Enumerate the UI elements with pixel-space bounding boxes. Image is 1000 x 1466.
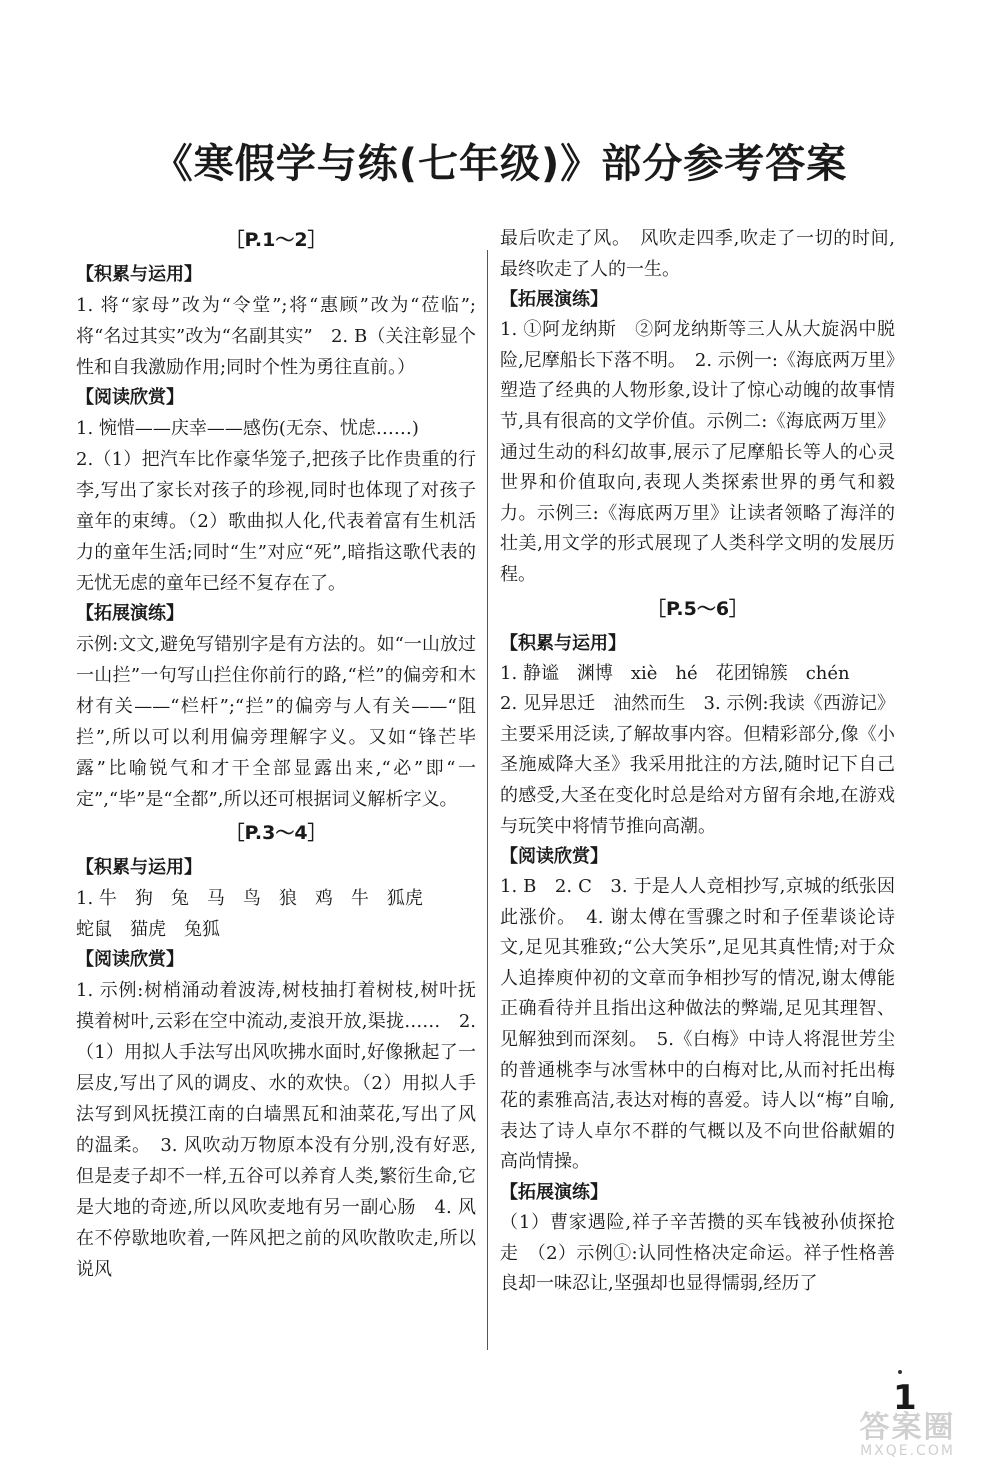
left-column bbox=[76, 222, 476, 1285]
subheading-reading: 【阅读欣赏】 bbox=[76, 949, 184, 970]
answer-text: 1. 牛 狗 兔 马 鸟 狼 鸡 牛 狐虎 bbox=[76, 888, 423, 909]
answer-text: 2.（1）把汽车比作豪华笼子,把孩子比作贵重的行李,写出了家长对孩子的珍视,同时也体现了对孩子童年的束缚。（2）歌曲拟人化,代表着富有生机活力的童年生活;同时“生”对应“死”,暗指这歌代表的无忧无虑的童年已经不复存在了。 bbox=[76, 449, 476, 594]
answer-text: 最后吹走了风。 风吹走四季,吹走了一切的时间,最终吹走了人的一生。 bbox=[500, 228, 895, 280]
subheading-extension: 【拓展演练】 bbox=[76, 603, 184, 624]
subheading-reading: 【阅读欣赏】 bbox=[500, 846, 608, 868]
answer-text: （1）曹家遇险,祥子辛苦攒的买车钱被孙侦探抢走 （2）示例①:认同性格决定命运。祥子性格善良却一味忍让,坚强却也显得懦弱,经历了 bbox=[500, 1212, 895, 1295]
watermark-logo bbox=[820, 1412, 995, 1462]
subheading-accumulation: 【积累与运用】 bbox=[76, 264, 202, 285]
subheading-accumulation: 【积累与运用】 bbox=[76, 857, 202, 878]
answer-text: 示例:文文,避免写错别字是有方法的。如“一山放过一山拦”一句写山拦住你前行的路,“栏”的偏旁和木材有关——“栏杆”;“拦”的偏旁与人有关——“阻拦”,所以可以利用偏旁理解字义。又如“锋芒毕露”比喻锐气和才干全部显露出来,“必”即“一定”,“毕”是“全都”,所以还可根据词义解析字义。 bbox=[76, 634, 476, 810]
subheading-reading: 【阅读欣赏】 bbox=[76, 387, 184, 408]
subheading-accumulation: 【积累与运用】 bbox=[500, 632, 626, 654]
page-number: 1 bbox=[893, 1378, 917, 1418]
answer-text: 2. 见异思迁 油然而生 3. 示例:我读《西游记》主要采用泛读,了解故事内容。但精彩部分,像《小圣施威降大圣》我采用批注的方法,随时记下自己的感受,大圣在变化时总是给对方留有余地,在游戏与玩笑中将情节推向高潮。 bbox=[500, 693, 895, 837]
answer-text: 1. 示例:树梢涌动着波涛,树枝抽打着树枝,树叶抚摸着树叶,云彩在空中流动,麦浪开放,渠拢…… 2.（1）用拟人手法写出风吹拂水面时,好像揪起了一层皮,写出了风的调皮、水的欢快。（2）用拟人手法写到风抚摸江南的白墙黑瓦和油菜花,写出了风的温柔。 3. 风吹动万物原本没有分别,没有好恶,但是麦子却不一样,五谷可以养育人类,繁衍生命,它是大地的奇迹,所以风吹麦地有另一副心肠 4. 风在不停歇地吹着,一阵风把之前的风吹散吹走,所以说风 bbox=[76, 980, 476, 1280]
section-heading-p3-4: ［P.3～4］ bbox=[225, 822, 327, 844]
column-divider bbox=[487, 250, 488, 1350]
answer-text: 1. 静谧 渊博 xiè hé 花团锦簇 chén bbox=[500, 662, 850, 684]
page-title: 《寒假学与练(七年级)》部分参考答案 bbox=[152, 141, 848, 187]
answer-text: 1. 惋惜——庆幸——感伤(无奈、忧虑……) bbox=[76, 418, 419, 439]
subheading-extension: 【拓展演练】 bbox=[500, 289, 608, 311]
right-column bbox=[500, 222, 895, 1300]
answer-text: 1. B 2. C 3. 于是人人竞相抄写,京城的纸张因此涨价。 4. 谢太傅在雪骤之时和子侄辈谈论诗文,足见其雅致;“公大笑乐”,足见其真性情;对于众人追捧庾仲初的文章而争相抄写的情况,谢太傅能正确看待并且指出这种做法的弊端,足见其理智、见解独到而深刻。 5.《白梅》中诗人将混世芳尘的普通桃李与冰雪林中的白梅对比,从而衬托出梅花的素雅高洁,表达对梅的喜爱。诗人以“梅”自喻,表达了诗人卓尔不群的气概以及不向世俗献媚的高尚情操。 bbox=[500, 876, 895, 1173]
section-heading-p1-2: ［P.1～2］ bbox=[225, 229, 327, 251]
watermark-text: 答案圈 bbox=[859, 1410, 956, 1445]
answer-text: 蛇鼠 猫虎 兔狐 bbox=[76, 919, 220, 940]
answer-text: 1. ①阿龙纳斯 ②阿龙纳斯等三人从大旋涡中脱险,尼摩船长下落不明。 2. 示例一:《海底两万里》塑造了经典的人物形象,设计了惊心动魄的故事情节,具有很高的文学价值。示例二:《海底两万里》通过生动的科幻故事,展示了尼摩船长等人的心灵世界和价值取向,表现人类探索世界的勇气和毅力。示例三:《海底两万里》让读者领略了海洋的壮美,用文学的形式展现了人类科学文明的发展历程。 bbox=[500, 319, 895, 585]
answer-text: 1. 将“家母”改为“令堂”;将“惠顾”改为“莅临”;将“名过其实”改为“名副其实” 2. B（关注彰显个性和自我激励作用;同时个性为勇往直前。） bbox=[76, 295, 476, 378]
subheading-extension: 【拓展演练】 bbox=[500, 1182, 608, 1204]
decorative-dot bbox=[898, 1370, 902, 1374]
watermark-url: MXQE.COM bbox=[860, 1443, 955, 1459]
section-heading-p5-6: ［P.5～6］ bbox=[646, 597, 749, 620]
